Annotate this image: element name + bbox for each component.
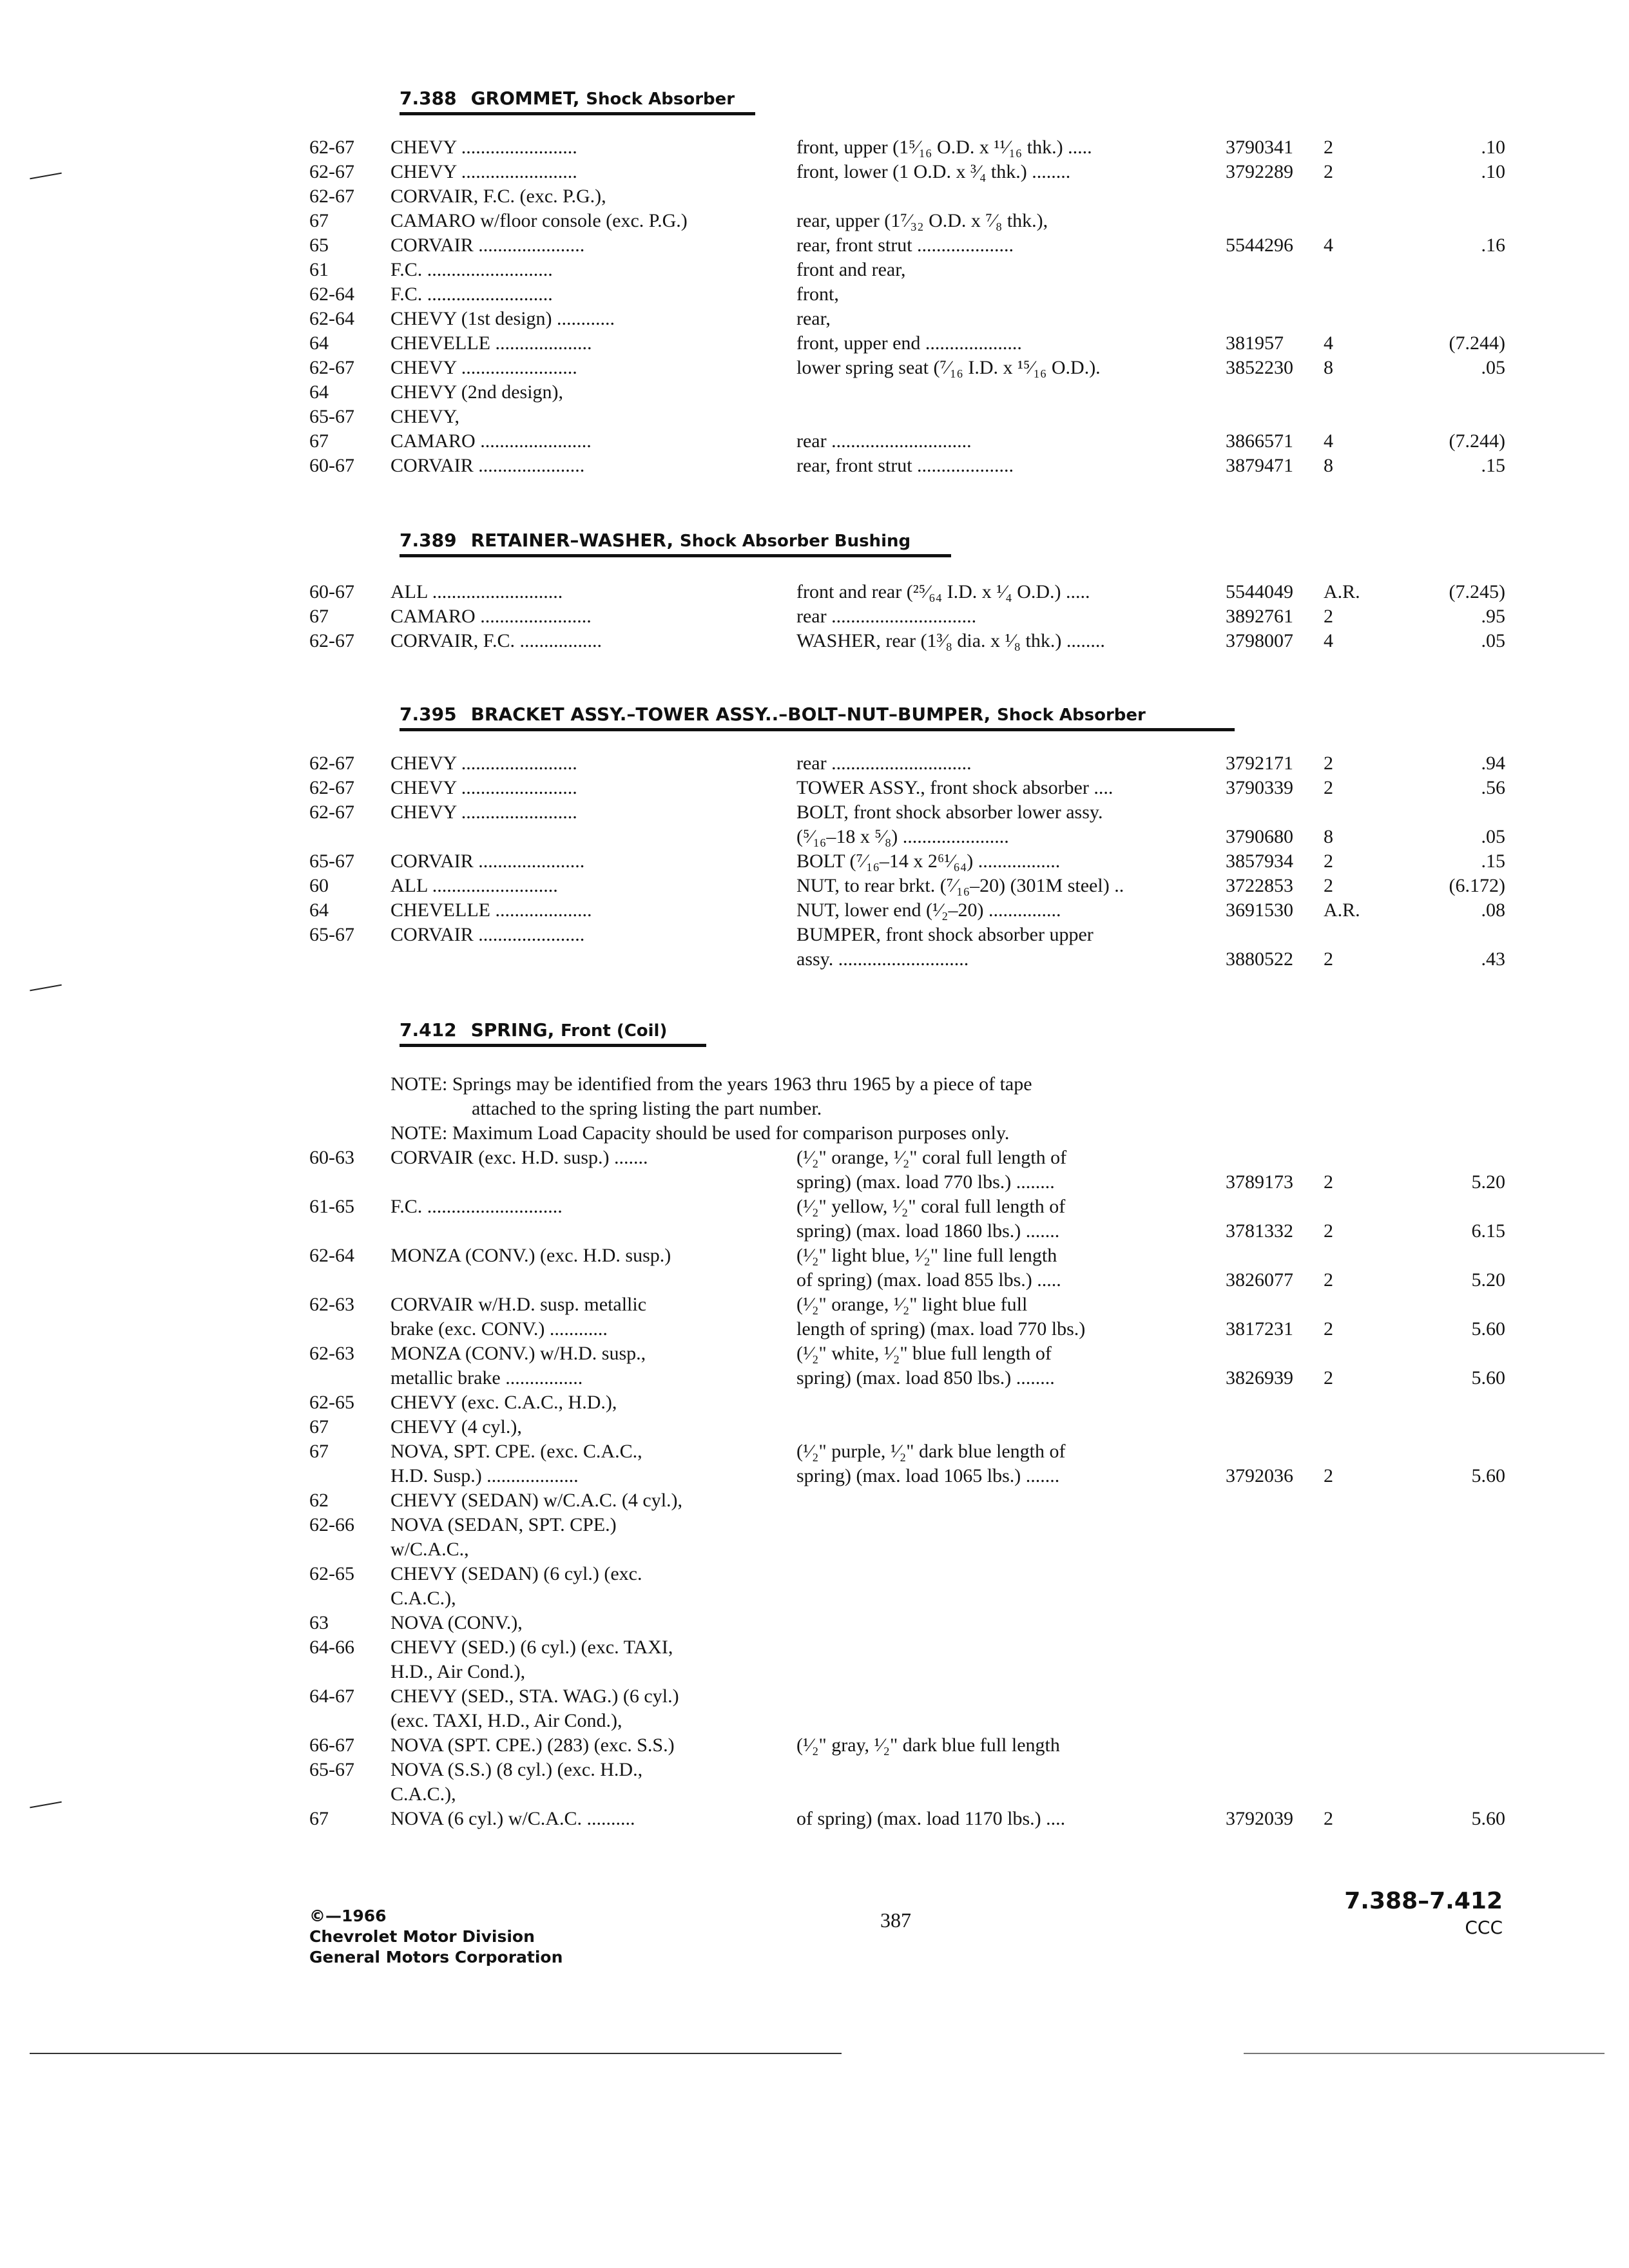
quantity-cell: 2	[1324, 161, 1333, 182]
price-cell: .16	[1481, 235, 1505, 256]
section-number: 7.412	[400, 1019, 457, 1041]
price-cell: 5.60	[1471, 1808, 1505, 1829]
year-cell: 65-67	[309, 1759, 354, 1780]
model-cell: CAMARO .......................	[390, 606, 592, 627]
table-row	[309, 356, 1521, 380]
section-underline	[400, 554, 951, 557]
part-number-cell: 3866571	[1226, 430, 1293, 452]
year-cell: 62-66	[309, 1514, 354, 1535]
price-cell: (7.245)	[1449, 581, 1505, 602]
copyright: ©—1966	[309, 1907, 387, 1925]
part-number-cell: 3857934	[1226, 850, 1293, 872]
year-cell: 60-67	[309, 581, 354, 602]
part-number-cell: 3790680	[1226, 826, 1293, 847]
year-cell: 67	[309, 1808, 329, 1829]
table-row	[309, 1195, 1521, 1219]
description-cell: rear, front strut ....................	[796, 235, 1014, 256]
year-cell: 62-67	[309, 777, 354, 798]
description-cell: rear,	[796, 308, 831, 329]
table-row	[309, 1146, 1521, 1170]
part-number-cell: 3792289	[1226, 161, 1293, 182]
year-cell: 65	[309, 235, 329, 256]
quantity-cell: 4	[1324, 430, 1333, 452]
quantity-cell: 8	[1324, 357, 1333, 378]
description-cell: BOLT, front shock absorber lower assy.	[796, 802, 1103, 823]
section-subtitle: Front (Coil)	[561, 1021, 668, 1041]
table-row	[309, 1439, 1521, 1464]
margin-mark	[30, 1802, 62, 1809]
model-cell: CORVAIR, F.C. (exc. P.G.),	[390, 186, 606, 207]
part-number-cell: 3790341	[1226, 137, 1293, 158]
price-cell: .05	[1481, 630, 1505, 651]
quantity-cell: 2	[1324, 137, 1333, 158]
description-cell: front, upper end ....................	[796, 332, 1022, 354]
table-row	[309, 604, 1521, 629]
description-cell: (¹⁄₂" purple, ¹⁄₂" dark blue length of	[796, 1441, 1066, 1462]
model-cell: CHEVY (SEDAN) w/C.A.C. (4 cyl.),	[390, 1490, 683, 1511]
year-cell: 62-67	[309, 357, 354, 378]
quantity-cell: 8	[1324, 455, 1333, 476]
model-cell: CHEVY ........................	[390, 161, 577, 182]
model-cell: brake (exc. CONV.) ............	[390, 1318, 608, 1340]
table-row	[309, 947, 1521, 972]
year-cell: 62-67	[309, 186, 354, 207]
price-cell: .56	[1481, 777, 1505, 798]
table-row	[309, 1807, 1521, 1831]
section-subtitle: Shock Absorber	[997, 706, 1146, 725]
parts-table-7-389	[309, 580, 1521, 653]
model-cell: NOVA (6 cyl.) w/C.A.C. ..........	[390, 1808, 635, 1829]
table-row	[309, 331, 1521, 356]
section-name: SPRING,	[470, 1019, 555, 1041]
part-number-cell: 3880522	[1226, 948, 1293, 970]
model-cell: CHEVY (2nd design),	[390, 381, 564, 403]
division-name: Chevrolet Motor Division	[309, 1927, 535, 1946]
part-number-cell: 5544049	[1226, 581, 1293, 602]
table-row	[309, 1562, 1521, 1586]
model-cell: NOVA (SPT. CPE.) (283) (exc. S.S.)	[390, 1735, 675, 1756]
table-row	[309, 1537, 1521, 1562]
model-cell: CHEVY (4 cyl.),	[390, 1416, 522, 1437]
section-subtitle: Shock Absorber Bushing	[679, 532, 911, 551]
year-cell: 62-64	[309, 1245, 354, 1266]
description-cell: (¹⁄₂" white, ¹⁄₂" blue full length of	[796, 1343, 1052, 1364]
model-cell: NOVA (CONV.),	[390, 1612, 523, 1633]
price-cell: .94	[1481, 753, 1505, 774]
model-cell: CHEVY ........................	[390, 777, 577, 798]
year-cell: 62	[309, 1490, 329, 1511]
note-line: attached to the spring listing the part number.	[472, 1098, 822, 1119]
section-underline	[400, 728, 1235, 731]
model-cell: NOVA (S.S.) (8 cyl.) (exc. H.D.,	[390, 1759, 643, 1780]
part-number-cell: 5544296	[1226, 235, 1293, 256]
table-row	[309, 849, 1521, 874]
year-cell: 65-67	[309, 406, 354, 427]
part-number-cell: 3792171	[1226, 753, 1293, 774]
page-number: 387	[880, 1908, 911, 1932]
price-cell: .05	[1481, 357, 1505, 378]
price-cell: .15	[1481, 850, 1505, 872]
bottom-rule-right	[1244, 2053, 1605, 2054]
year-cell: 60	[309, 875, 329, 896]
model-cell: F.C. ..........................	[390, 259, 553, 280]
model-cell: CORVAIR, F.C. .................	[390, 630, 602, 651]
table-row	[309, 209, 1521, 233]
part-number-cell: 3879471	[1226, 455, 1293, 476]
table-row	[309, 1586, 1521, 1611]
year-cell: 62-67	[309, 753, 354, 774]
model-cell: F.C. ............................	[390, 1196, 563, 1217]
year-cell: 67	[309, 1441, 329, 1462]
price-cell: .15	[1481, 455, 1505, 476]
model-cell: F.C. ..........................	[390, 284, 553, 305]
model-cell: C.A.C.),	[390, 1783, 456, 1805]
table-row	[309, 454, 1521, 478]
quantity-cell: A.R.	[1324, 581, 1360, 602]
note-line: NOTE: Maximum Load Capacity should be used for comparison purposes only.	[390, 1122, 1010, 1144]
price-cell: .10	[1481, 137, 1505, 158]
table-row	[309, 1488, 1521, 1513]
quantity-cell: 2	[1324, 1220, 1333, 1242]
table-row	[309, 1758, 1521, 1782]
description-cell: (¹⁄₂" light blue, ¹⁄₂" line full length	[796, 1245, 1057, 1266]
price-cell: (7.244)	[1449, 332, 1505, 354]
year-cell: 62-63	[309, 1343, 354, 1364]
quantity-cell: 4	[1324, 630, 1333, 651]
year-cell: 62-67	[309, 161, 354, 182]
table-row	[309, 1635, 1521, 1660]
table-row	[309, 1660, 1521, 1684]
model-cell: CORVAIR w/H.D. susp. metallic	[390, 1294, 647, 1315]
part-number-cell: 3852230	[1226, 357, 1293, 378]
price-cell: 5.20	[1471, 1269, 1505, 1291]
section-title-7-389	[400, 530, 911, 551]
section-name: GROMMET,	[470, 88, 580, 109]
year-cell: 62-63	[309, 1294, 354, 1315]
price-cell: .10	[1481, 161, 1505, 182]
year-cell: 65-67	[309, 850, 354, 872]
model-cell: CAMARO w/floor console (exc. P.G.)	[390, 210, 688, 231]
year-cell: 67	[309, 430, 329, 452]
model-cell: H.D., Air Cond.),	[390, 1661, 526, 1682]
table-row	[309, 898, 1521, 923]
model-cell: CORVAIR ......................	[390, 850, 585, 872]
table-row	[309, 160, 1521, 184]
table-row	[309, 629, 1521, 653]
description-cell: BOLT (⁷⁄₁₆–14 x 2⁶¹⁄₆₄) .................	[796, 850, 1061, 872]
description-cell: rear .............................	[796, 430, 972, 452]
year-cell: 60-63	[309, 1147, 354, 1168]
price-cell: .43	[1481, 948, 1505, 970]
quantity-cell: 2	[1324, 875, 1333, 896]
year-cell: 64	[309, 899, 329, 921]
part-number-cell: 3798007	[1226, 630, 1293, 651]
quantity-cell: 2	[1324, 1465, 1333, 1486]
parts-table-7-395	[309, 751, 1521, 972]
margin-mark	[30, 985, 62, 992]
part-number-cell: 3722853	[1226, 875, 1293, 896]
model-cell: ALL ..........................	[390, 875, 558, 896]
table-row	[309, 1268, 1521, 1293]
catalog-code: CCC	[1465, 1917, 1503, 1938]
quantity-cell: 2	[1324, 753, 1333, 774]
year-cell: 62-67	[309, 137, 354, 158]
section-subtitle: Shock Absorber	[586, 90, 735, 109]
table-row	[309, 1611, 1521, 1635]
year-cell: 62-67	[309, 802, 354, 823]
part-number-cell: 381957	[1226, 332, 1284, 354]
quantity-cell: 4	[1324, 235, 1333, 256]
model-cell: MONZA (CONV.) w/H.D. susp.,	[390, 1343, 646, 1364]
model-cell: NOVA, SPT. CPE. (exc. C.A.C.,	[390, 1441, 642, 1462]
section-number: 7.388	[400, 88, 457, 109]
corporation-name: General Motors Corporation	[309, 1948, 563, 1966]
year-cell: 62-65	[309, 1392, 354, 1413]
quantity-cell: A.R.	[1324, 899, 1360, 921]
quantity-cell: 2	[1324, 850, 1333, 872]
table-row	[309, 825, 1521, 849]
year-cell: 62-67	[309, 630, 354, 651]
price-cell: 5.60	[1471, 1318, 1505, 1340]
description-cell: assy. ...........................	[796, 948, 969, 970]
table-row	[309, 1709, 1521, 1733]
table-row	[309, 282, 1521, 307]
description-cell: (¹⁄₂" yellow, ¹⁄₂" coral full length of	[796, 1196, 1066, 1217]
model-cell: C.A.C.),	[390, 1588, 456, 1609]
quantity-cell: 2	[1324, 948, 1333, 970]
model-cell: CHEVY,	[390, 406, 459, 427]
table-row	[309, 258, 1521, 282]
note-line: NOTE: Springs may be identified from the years 1963 thru 1965 by a piece of tape	[390, 1073, 1032, 1095]
quantity-cell: 8	[1324, 826, 1333, 847]
table-row	[309, 405, 1521, 429]
table-row	[309, 923, 1521, 947]
year-cell: 67	[309, 606, 329, 627]
table-row	[309, 580, 1521, 604]
quantity-cell: 2	[1324, 606, 1333, 627]
table-row	[309, 307, 1521, 331]
table-row	[309, 1341, 1521, 1366]
section-title-7-395	[400, 704, 1146, 725]
table-row	[309, 800, 1521, 825]
description-cell: rear ..............................	[796, 606, 977, 627]
price-cell: 5.60	[1471, 1367, 1505, 1389]
table-row	[309, 1513, 1521, 1537]
quantity-cell: 2	[1324, 1269, 1333, 1291]
description-cell: spring) (max. load 850 lbs.) ........	[796, 1367, 1055, 1389]
model-cell: ALL ...........................	[390, 581, 563, 602]
margin-mark	[30, 173, 62, 180]
description-cell: (¹⁄₂" gray, ¹⁄₂" dark blue full length	[796, 1735, 1060, 1756]
description-cell: NUT, lower end (¹⁄₂–20) ...............	[796, 899, 1061, 921]
description-cell: of spring) (max. load 855 lbs.) .....	[796, 1269, 1061, 1291]
year-cell: 65-67	[309, 924, 354, 945]
price-cell: 6.15	[1471, 1220, 1505, 1242]
year-cell: 61-65	[309, 1196, 354, 1217]
description-cell: WASHER, rear (1³⁄₈ dia. x ¹⁄₈ thk.) ........	[796, 630, 1105, 651]
model-cell: CHEVY ........................	[390, 802, 577, 823]
model-cell: NOVA (SEDAN, SPT. CPE.)	[390, 1514, 617, 1535]
year-cell: 64-67	[309, 1686, 354, 1707]
table-row	[309, 429, 1521, 454]
description-cell: front, upper (1⁵⁄₁₆ O.D. x ¹¹⁄₁₆ thk.) .....	[796, 137, 1092, 158]
year-cell: 64	[309, 381, 329, 403]
section-name: RETAINER–WASHER,	[470, 530, 674, 551]
description-cell: BUMPER, front shock absorber upper	[796, 924, 1094, 945]
year-cell: 63	[309, 1612, 329, 1633]
model-cell: CHEVY ........................	[390, 357, 577, 378]
quantity-cell: 4	[1324, 332, 1333, 354]
description-cell: of spring) (max. load 1170 lbs.) ....	[796, 1808, 1066, 1829]
table-row	[309, 1219, 1521, 1244]
section-range: 7.388–7.412	[1344, 1888, 1503, 1914]
price-cell: 5.60	[1471, 1465, 1505, 1486]
table-row	[309, 1782, 1521, 1807]
year-cell: 60-67	[309, 455, 354, 476]
description-cell: (¹⁄₂" orange, ¹⁄₂" coral full length of	[796, 1147, 1067, 1168]
price-cell: (6.172)	[1449, 875, 1505, 896]
section-underline	[400, 1044, 706, 1047]
year-cell: 67	[309, 210, 329, 231]
bottom-rule-left	[30, 2053, 842, 2054]
year-cell: 66-67	[309, 1735, 354, 1756]
quantity-cell: 2	[1324, 1808, 1333, 1829]
price-cell: (7.244)	[1449, 430, 1505, 452]
description-cell: lower spring seat (⁷⁄₁₆ I.D. x ¹⁵⁄₁₆ O.D.).	[796, 357, 1101, 378]
parts-table-7-412	[309, 1146, 1521, 1831]
part-number-cell: 3790339	[1226, 777, 1293, 798]
part-number-cell: 3691530	[1226, 899, 1293, 921]
description-cell: front,	[796, 284, 839, 305]
table-row	[309, 1684, 1521, 1709]
model-cell: CORVAIR ......................	[390, 924, 585, 945]
price-cell: 5.20	[1471, 1171, 1505, 1193]
table-row	[309, 776, 1521, 800]
description-cell: spring) (max. load 1860 lbs.) .......	[796, 1220, 1060, 1242]
table-row	[309, 1170, 1521, 1195]
quantity-cell: 2	[1324, 1367, 1333, 1389]
table-row	[309, 1464, 1521, 1488]
table-row	[309, 233, 1521, 258]
model-cell: H.D. Susp.) ...................	[390, 1465, 579, 1486]
table-row	[309, 1317, 1521, 1341]
description-cell: (¹⁄₂" orange, ¹⁄₂" light blue full	[796, 1294, 1028, 1315]
price-cell: .05	[1481, 826, 1505, 847]
model-cell: CORVAIR (exc. H.D. susp.) .......	[390, 1147, 648, 1168]
description-cell: rear, front strut ....................	[796, 455, 1014, 476]
model-cell: CORVAIR ......................	[390, 235, 585, 256]
year-cell: 64	[309, 332, 329, 354]
year-cell: 62-64	[309, 284, 354, 305]
part-number-cell: 3789173	[1226, 1171, 1293, 1193]
price-cell: .08	[1481, 899, 1505, 921]
description-cell: rear, upper (1⁷⁄₃₂ O.D. x ⁷⁄₈ thk.),	[796, 210, 1048, 231]
quantity-cell: 2	[1324, 1171, 1333, 1193]
model-cell: CHEVY ........................	[390, 137, 577, 158]
description-cell: front and rear,	[796, 259, 906, 280]
table-row	[309, 1366, 1521, 1390]
table-row	[309, 1733, 1521, 1758]
section-number: 7.395	[400, 704, 457, 725]
year-cell: 61	[309, 259, 329, 280]
model-cell: metallic brake ................	[390, 1367, 583, 1389]
model-cell: CHEVY (SED.) (6 cyl.) (exc. TAXI,	[390, 1637, 673, 1658]
description-cell: length of spring) (max. load 770 lbs.)	[796, 1318, 1086, 1340]
year-cell: 67	[309, 1416, 329, 1437]
quantity-cell: 2	[1324, 1318, 1333, 1340]
model-cell: CAMARO .......................	[390, 430, 592, 452]
description-cell: spring) (max. load 1065 lbs.) .......	[796, 1465, 1060, 1486]
section-number: 7.389	[400, 530, 457, 551]
table-row	[309, 380, 1521, 405]
section-range-block	[1344, 1887, 1503, 1939]
table-row	[309, 1415, 1521, 1439]
table-row	[309, 1244, 1521, 1268]
section-underline	[400, 112, 755, 115]
model-cell: CHEVY ........................	[390, 753, 577, 774]
part-number-cell: 3781332	[1226, 1220, 1293, 1242]
model-cell: (exc. TAXI, H.D., Air Cond.),	[390, 1710, 622, 1731]
table-row	[309, 874, 1521, 898]
part-number-cell: 3892761	[1226, 606, 1293, 627]
table-row	[309, 184, 1521, 209]
model-cell: CORVAIR ......................	[390, 455, 585, 476]
year-cell: 62-64	[309, 308, 354, 329]
model-cell: CHEVY (1st design) ............	[390, 308, 615, 329]
year-cell: 62-65	[309, 1563, 354, 1584]
section-notes	[309, 1072, 1521, 1146]
part-number-cell: 3792039	[1226, 1808, 1293, 1829]
parts-table-7-388	[309, 135, 1521, 478]
description-cell: TOWER ASSY., front shock absorber ....	[796, 777, 1113, 798]
part-number-cell: 3817231	[1226, 1318, 1293, 1340]
section-name: BRACKET ASSY.–TOWER ASSY..–BOLT–NUT–BUMPER,	[470, 704, 991, 725]
model-cell: CHEVELLE ....................	[390, 332, 592, 354]
description-cell: NUT, to rear brkt. (⁷⁄₁₆–20) (301M steel) ..	[796, 875, 1124, 896]
part-number-cell: 3826077	[1226, 1269, 1293, 1291]
section-title-7-412	[400, 1019, 667, 1041]
section-title-7-388	[400, 88, 735, 109]
part-number-cell: 3792036	[1226, 1465, 1293, 1486]
model-cell: CHEVY (exc. C.A.C., H.D.),	[390, 1392, 617, 1413]
model-cell: CHEVY (SEDAN) (6 cyl.) (exc.	[390, 1563, 642, 1584]
quantity-cell: 2	[1324, 777, 1333, 798]
model-cell: CHEVY (SED., STA. WAG.) (6 cyl.)	[390, 1686, 679, 1707]
price-cell: .95	[1481, 606, 1505, 627]
description-cell: front and rear (²⁵⁄₆₄ I.D. x ¹⁄₄ O.D.) .....	[796, 581, 1090, 602]
description-cell: spring) (max. load 770 lbs.) ........	[796, 1171, 1055, 1193]
part-number-cell: 3826939	[1226, 1367, 1293, 1389]
description-cell: rear .............................	[796, 753, 972, 774]
publisher-block	[309, 1906, 563, 1968]
table-row	[309, 1390, 1521, 1415]
model-cell: w/C.A.C.,	[390, 1539, 469, 1560]
table-row	[309, 135, 1521, 160]
description-cell: (⁵⁄₁₆–18 x ⁵⁄₈) ......................	[796, 826, 1009, 847]
year-cell: 64-66	[309, 1637, 354, 1658]
model-cell: MONZA (CONV.) (exc. H.D. susp.)	[390, 1245, 671, 1266]
description-cell: front, lower (1 O.D. x ³⁄₄ thk.) ........	[796, 161, 1071, 182]
model-cell: CHEVELLE ....................	[390, 899, 592, 921]
table-row	[309, 1293, 1521, 1317]
table-row	[309, 751, 1521, 776]
